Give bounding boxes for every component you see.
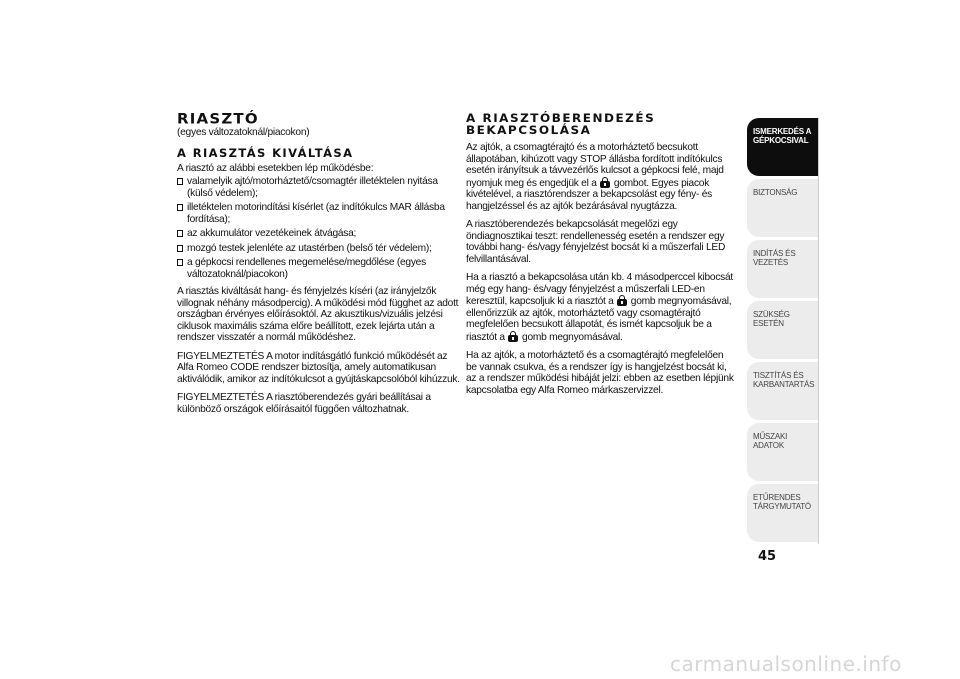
chapter-tabs	[747, 118, 819, 545]
tabs-divider	[818, 118, 819, 544]
lock-icon	[600, 177, 610, 188]
paragraph-text: gomb megnyomásával, ellenőrizzük az ajtók, motorháztető vagy csomagtérajtó megfelelően becsukott állapotát, és ismét kapcsoljuk be a riasztót a	[466, 296, 732, 343]
tab-targymutato[interactable]: ETŰRENDES TÁRGYMUTATÓ	[747, 484, 819, 542]
list-item: valamelyik ajtó/motorháztető/csomagtér illetéktelen nyitása (külső védelem);	[177, 176, 465, 199]
paragraph: A riasztás kiváltását hang- és fényjelzés kíséri (az irányjelzők villognak néhány másodpercig). A működési mód függhet az adott országban érvényes előírásoktól. Az akusztikus/vizuális jelzési ciklusok maximális száma előre beállított, ezek lejárta után a rendszer visszatér a normál működéshez.	[177, 286, 459, 343]
tab-muszaki[interactable]: MŰSZAKI ADATOK	[747, 423, 819, 481]
subsection-heading: A RIASZTÁS KIVÁLTÁSA	[177, 145, 354, 160]
paragraph: A riasztóberendezés bekapcsolását megelőzi egy öndiagnosztikai teszt: rendellenesség esetén a rendszer egy további hang- és/vagy fényjelzést bocsát ki a műszerfali LED felvillantásával.	[466, 219, 726, 265]
tab-ismerkedes[interactable]: ISMERKEDÉS A GÉPKOCSIVAL	[747, 118, 819, 176]
warning-paragraph: FIGYELMEZTETÉS A riasztóberendezés gyári beállításai a különböző országok előírásaitól függően változhatnak.	[177, 392, 431, 415]
paragraph-text: Ha a riasztó a bekapcsolása után kb. 4 másodperccel kibocsát még egy hang- és/vagy fényjelzést a műszerfali LED-en keresztül, kapcsoljuk ki a riasztót a	[466, 272, 734, 307]
trigger-list	[177, 176, 465, 280]
list-item: az akkumulátor vezetékeinek átvágása;	[177, 228, 465, 240]
list-item: mozgó testek jelenléte az utastérben (belső tér védelem);	[177, 243, 465, 255]
tab-biztonsag[interactable]: BIZTONSÁG	[747, 179, 819, 237]
tab-tisztitas[interactable]: TISZTÍTÁS ÉS KARBANTARTÁS	[747, 362, 819, 420]
warning-paragraph: FIGYELMEZTETÉS A motor indításgátló funkció működését az Alfa Romeo CODE rendszer biztosítja, amely automatikusan aktiválódik, amikor az indítókulcsot a gyújtáskapcsolóból kihúzzuk.	[177, 350, 460, 385]
left-column	[177, 112, 465, 422]
paragraph-text: Az ajtók, a csomagtérajtó és a motorháztető becsukott állapotában, kihúzott vagy STOP állásba fordított indítókulcs esetén irányítsuk a távvezérlős kulcsot a gépkocsi felé, majd nyomjuk meg és engedjük el a	[466, 142, 724, 189]
paragraph-text: gomb megnyomásával.	[522, 331, 623, 343]
tab-szukseg[interactable]: SZÜKSÉG ESETÉN	[747, 301, 819, 359]
lock-icon	[508, 331, 518, 342]
right-column	[466, 112, 736, 403]
paragraph-text: gombot. Egyes piacok kivételével, a riasztórendszer a bekapcsolást egy fény- és hangjelzéssel és az ajtók bezárásával nyugtázza.	[466, 177, 712, 212]
section-subtitle: (egyes változatoknál/piacokon)	[177, 127, 310, 138]
page-number: 45	[758, 549, 777, 564]
section-title: RIASZTÓ	[177, 110, 259, 128]
intro-text: A riasztó az alábbi esetekben lép működésbe:	[177, 162, 374, 174]
paragraph: Ha az ajtók, a motorháztető és a csomagtérajtó megfelelően be vannak csukva, és a rendszer így is hangjelzést bocsát ki, az a rendszer működési hibáját jelzi: ebben az esetben lépjünk kapcsolatba egy Alfa Romeo márkaszervizzel.	[466, 350, 734, 396]
unlock-icon	[617, 295, 627, 306]
section-heading-line1: A RIASZTÓBERENDEZÉS	[466, 111, 656, 125]
list-item: a gépkocsi rendellenes megemelése/megdőlése (egyes változatoknál/piacokon)	[177, 257, 465, 280]
watermark: carmanualsonline.info	[670, 652, 902, 676]
tab-inditas[interactable]: INDÍTÁS ÉS VEZETÉS	[747, 240, 819, 298]
paragraph	[466, 142, 736, 212]
list-item: illetéktelen motorindítási kísérlet (az indítókulcs MAR állásba fordítása);	[177, 202, 465, 225]
paragraph	[466, 272, 736, 343]
section-heading-line2: BEKAPCSOLÁSA	[466, 123, 592, 137]
